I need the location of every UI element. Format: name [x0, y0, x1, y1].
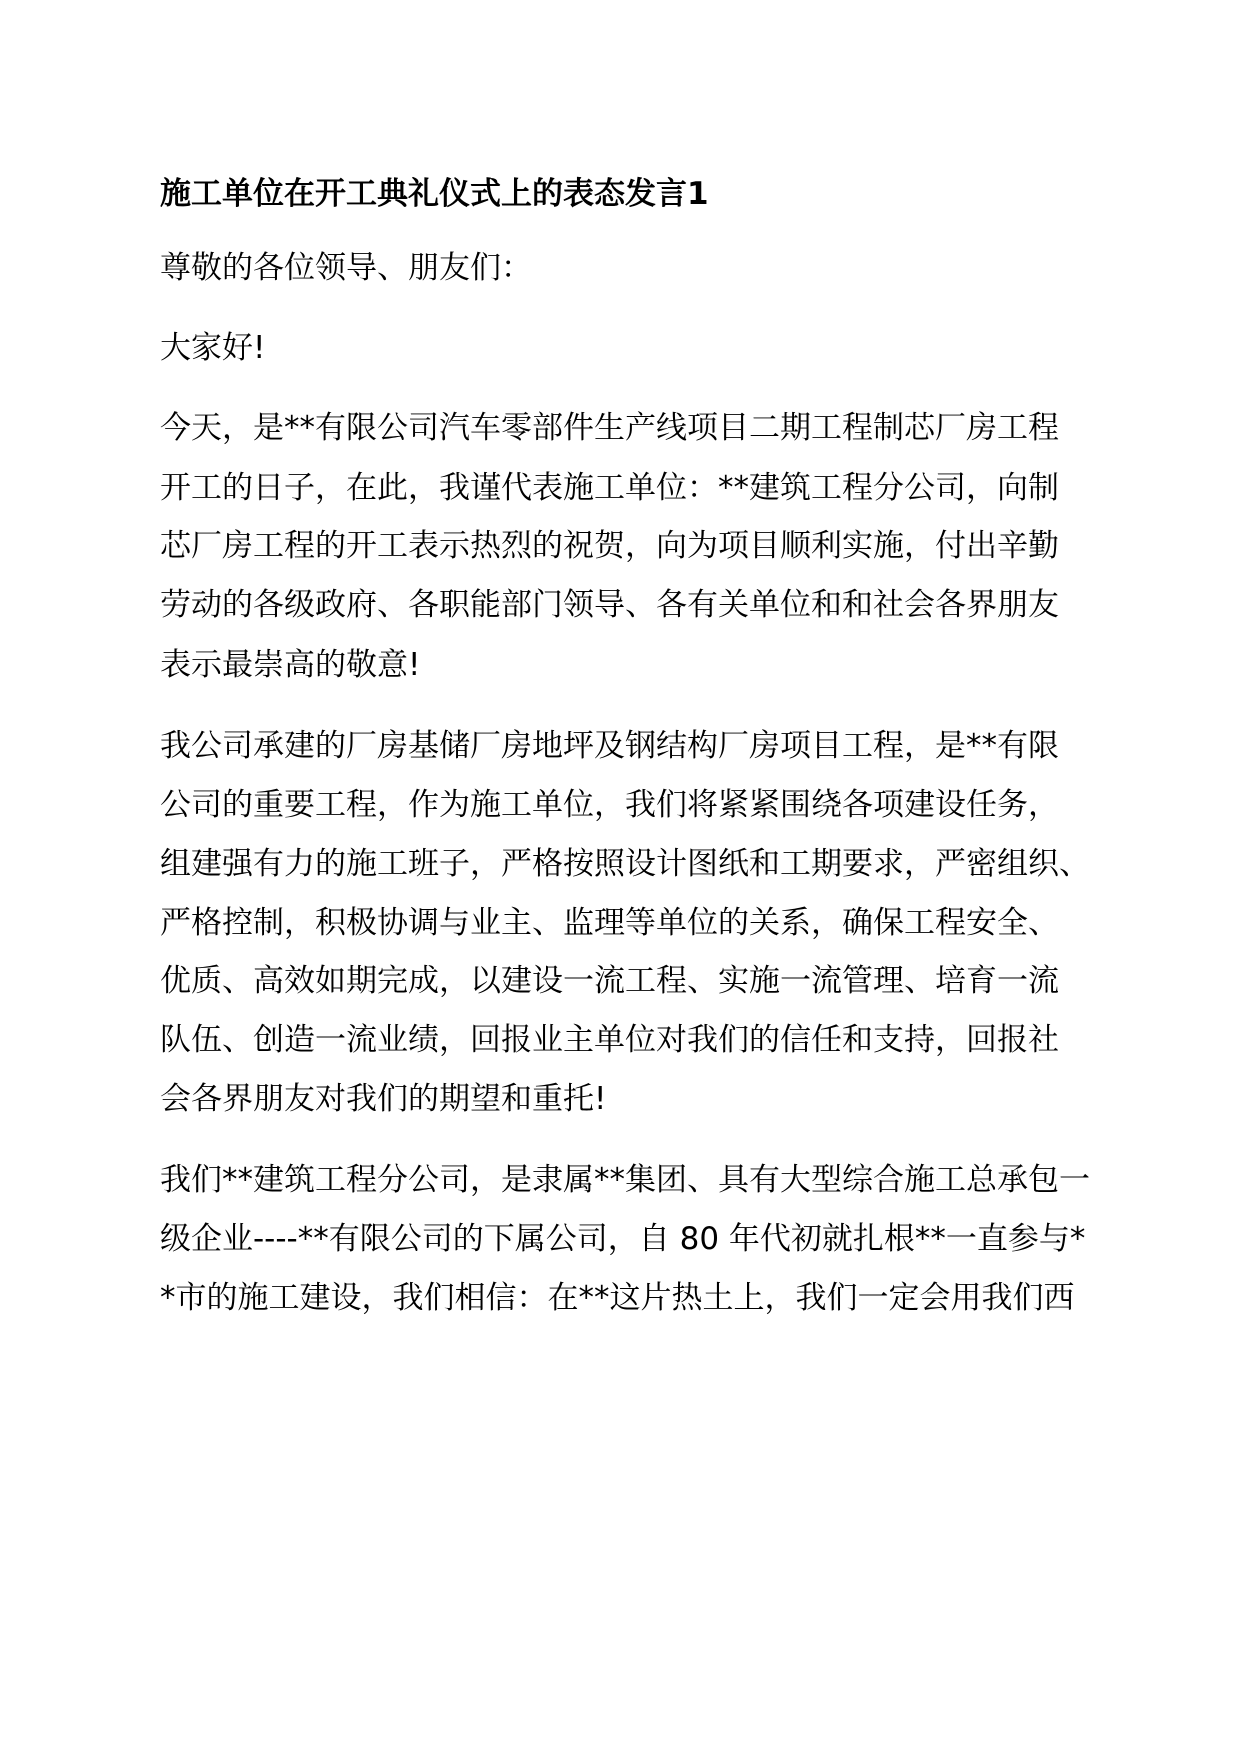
- paragraph-2-line: 组建强有力的施工班子，严格按照设计图纸和工期要求，严密组织、: [160, 846, 1090, 882]
- salutation-line: 尊敬的各位领导、朋友们：: [160, 250, 532, 286]
- greeting-line: 大家好!: [160, 330, 266, 366]
- paragraph-1-line: 表示最崇高的敬意!: [160, 647, 421, 683]
- paragraph-3-line: 我们**建筑工程分公司，是隶属**集团、具有大型综合施工总承包一: [160, 1162, 1090, 1198]
- paragraph-2-line: 我公司承建的厂房基储厂房地坪及钢结构厂房项目工程，是**有限: [160, 728, 1059, 764]
- paragraph-3-line: *市的施工建设，我们相信：在**这片热土上，我们一定会用我们西: [160, 1280, 1075, 1316]
- paragraph-2-line: 队伍、创造一流业绩，回报业主单位对我们的信任和支持，回报社: [160, 1022, 1059, 1058]
- paragraph-1-line: 开工的日子，在此，我谨代表施工单位：**建筑工程分公司，向制: [160, 470, 1059, 506]
- paragraph-2-line: 公司的重要工程，作为施工单位，我们将紧紧围绕各项建设任务，: [160, 787, 1059, 823]
- paragraph-2-line: 优质、高效如期完成，以建设一流工程、实施一流管理、培育一流: [160, 963, 1059, 999]
- paragraph-1-line: 芯厂房工程的开工表示热烈的祝贺，向为项目顺利实施，付出辛勤: [160, 528, 1059, 564]
- paragraph-2-line: 严格控制，积极协调与业主、监理等单位的关系，确保工程安全、: [160, 905, 1059, 941]
- paragraph-3-line: 级企业----**有限公司的下属公司，自 80 年代初就扎根**一直参与*: [160, 1221, 1086, 1257]
- paragraph-1-line: 劳动的各级政府、各职能部门领导、各有关单位和和社会各界朋友: [160, 587, 1059, 623]
- paragraph-2-line: 会各界朋友对我们的期望和重托!: [160, 1081, 607, 1117]
- document-title: 施工单位在开工典礼仪式上的表态发言1: [160, 176, 709, 212]
- paragraph-1-line: 今天，是**有限公司汽车零部件生产线项目二期工程制芯厂房工程: [160, 410, 1059, 446]
